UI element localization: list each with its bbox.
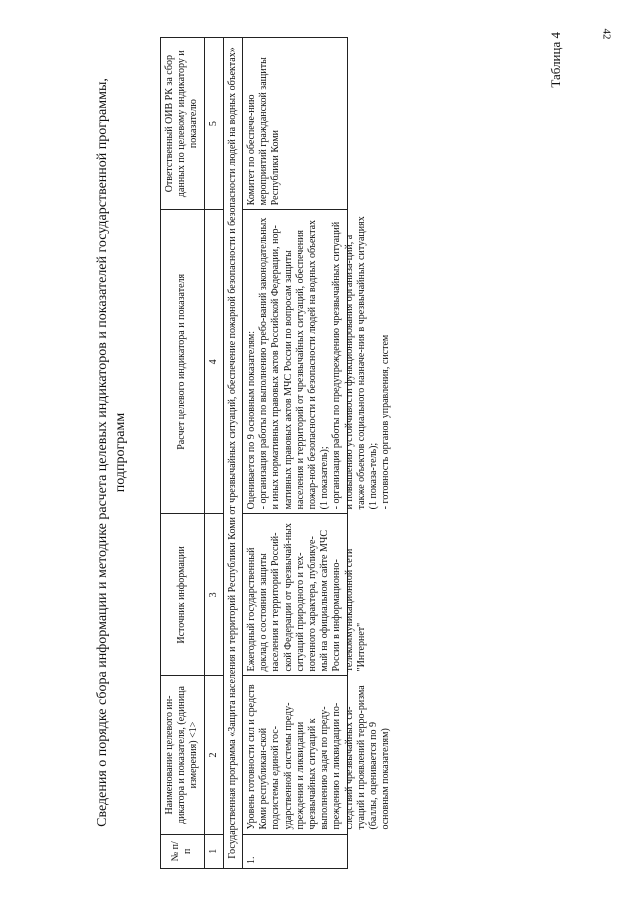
column-header-source: Источник информации: [161, 514, 205, 676]
calculation-cell: [243, 210, 392, 514]
column-header-number: № п/п: [161, 834, 205, 868]
column-header-calculation: Расчет целевого индикатора и показателя: [161, 210, 205, 514]
column-number: 1: [204, 834, 223, 868]
page-number: 42: [600, 28, 613, 40]
section-title: Государственная программа «Защита населения и территорий Республики Коми от чрезвычайных ситуаций, обеспечение пожарной безопасности и безопасности людей на водных объектах»: [223, 38, 242, 869]
column-number: 3: [204, 514, 223, 676]
column-number-row: [204, 38, 223, 869]
column-header-indicator-name: Наименование целевого ин-дикатора и показателя, (единица измерения) <1>: [161, 676, 205, 834]
column-number: 4: [204, 210, 223, 514]
row-number: 1.: [243, 834, 348, 868]
section-row: [223, 38, 242, 869]
table-caption: Таблица 4: [548, 32, 563, 88]
source-cell: [243, 514, 367, 676]
responsible-cell: [243, 38, 348, 210]
indicator-name-cell: [243, 676, 392, 834]
column-number: 5: [204, 38, 223, 210]
table-header-row: [161, 38, 205, 869]
indicators-table: [160, 37, 392, 869]
calculation-text: Оценивается по 9 основным показателям: - организация работы по выполнению требо-ваний законодательных и иных нормативных правовых актов Российской Федерации, нор-мативных правовых актов МЧС России по вопросам защиты населения и территорий от чрезвычайных ситуаций, обеспечения пожар-ной безопасности и безопасности людей на водных объектах (1 показатель); - организация работы по предупреждению чрезвычайных ситуаций и повышению устойчивости функционирования организа-ций, а также объектов социального назначе-ния в чрезвычайных ситуациях (1 показа-тель); - готовность органов управления, систем: [246, 216, 392, 510]
document-title: Сведения о порядке сбора информации и методике расчета целевых индикаторов и показателей государственной программы, подпрограмм: [95, 78, 128, 827]
table-row: [243, 38, 348, 869]
responsible-text: Комитет по обеспече-нию мероприятий гражданской защиты Республики Коми: [246, 57, 282, 206]
column-header-responsible: Ответственный ОИВ РК за сбор данных по целевому индикатору и показателю: [161, 38, 205, 210]
column-number: 2: [204, 676, 223, 834]
source-text: Ежегодный государственный доклад о состоянии защиты населения и территорий Россий-ской Федерации от чрезвычай-ных ситуаций природного и тех-ногенного характера, публикуе-мый на официальном сайте МЧС России в информационно-телекоммуникационной сети "Интернет": [246, 523, 367, 672]
indicator-name: Уровень готовности сил и средств Коми республикан-ской подсистемы единой гос-ударственной системы преду-преждения и ликвидации чрезвычайных ситуаций к выполнению задач по преду-преждению и ликвидации по-следствий чрезвычайных си-туаций и проявлений терро-ризма (баллы, оценивается по 9 основным показателям): [246, 684, 392, 830]
